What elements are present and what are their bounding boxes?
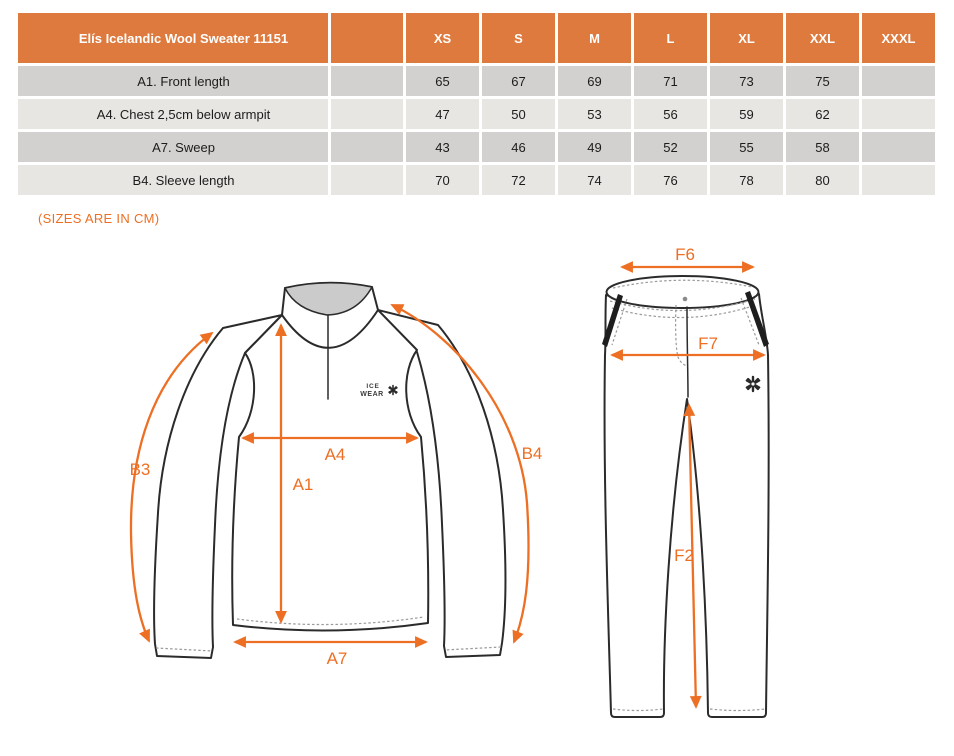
measurement-value: 67	[482, 66, 555, 96]
spacer-cell	[331, 165, 403, 195]
size-column-header: L	[634, 13, 707, 63]
size-column-header: XXXL	[862, 13, 935, 63]
f7-label: F7	[698, 334, 718, 353]
waist-button	[683, 297, 688, 302]
measurement-value	[862, 165, 935, 195]
size-column-header: XL	[710, 13, 783, 63]
waistband	[607, 276, 759, 308]
pants-body	[605, 294, 769, 717]
measurement-value	[862, 132, 935, 162]
measurement-value: 46	[482, 132, 555, 162]
measurement-value: 56	[634, 99, 707, 129]
measurement-value: 71	[634, 66, 707, 96]
measurement-value: 65	[406, 66, 479, 96]
product-title: Elís Icelandic Wool Sweater 11151	[18, 13, 328, 63]
a4-label: A4	[324, 445, 346, 464]
sweater-diagram	[100, 245, 580, 725]
size-column-header: XS	[406, 13, 479, 63]
logo-text-ice: ICE	[366, 383, 380, 390]
size-column-header: S	[482, 13, 555, 63]
measurement-value: 43	[406, 132, 479, 162]
size-table-body	[18, 66, 935, 195]
measurement-label: B4. Sleeve length	[18, 165, 328, 195]
table-row	[18, 66, 935, 96]
measurement-label: A1. Front length	[18, 66, 328, 96]
size-column-header: M	[558, 13, 631, 63]
size-table	[15, 10, 938, 198]
f6-label: F6	[675, 245, 695, 264]
measurement-value: 73	[710, 66, 783, 96]
b4-label: B4	[521, 444, 543, 463]
sweater-body	[232, 310, 428, 631]
b3-label: B3	[129, 460, 151, 479]
pants-diagram	[590, 245, 840, 735]
measurement-value: 62	[786, 99, 859, 129]
a1-label: A1	[292, 475, 314, 494]
sizes-note: (SIZES ARE IN CM)	[38, 211, 160, 226]
measurement-value: 74	[558, 165, 631, 195]
measurement-value: 52	[634, 132, 707, 162]
measurement-value: 70	[406, 165, 479, 195]
measurement-label: A7. Sweep	[18, 132, 328, 162]
size-table-header	[18, 13, 935, 63]
a7-label: A7	[326, 649, 348, 668]
measurement-value: 69	[558, 66, 631, 96]
spacer-cell	[331, 132, 403, 162]
measurement-value: 72	[482, 165, 555, 195]
measurement-value: 55	[710, 132, 783, 162]
measurement-value: 76	[634, 165, 707, 195]
measurement-value: 50	[482, 99, 555, 129]
spacer-header-cell	[331, 13, 403, 63]
measurement-value: 78	[710, 165, 783, 195]
size-column-header: XXL	[786, 13, 859, 63]
measurement-value: 59	[710, 99, 783, 129]
measurement-value: 80	[786, 165, 859, 195]
measurement-label: A4. Chest 2,5cm below armpit	[18, 99, 328, 129]
table-row	[18, 165, 935, 195]
measurement-value: 47	[406, 99, 479, 129]
header-row	[18, 13, 935, 63]
logo-text-wear: WEAR	[360, 391, 384, 398]
measurement-value: 58	[786, 132, 859, 162]
f2-label: F2	[674, 546, 694, 565]
measurement-value: 53	[558, 99, 631, 129]
measurement-value: 49	[558, 132, 631, 162]
spacer-cell	[331, 99, 403, 129]
spacer-cell	[331, 66, 403, 96]
table-row	[18, 132, 935, 162]
measurement-value: 75	[786, 66, 859, 96]
measurement-value	[862, 99, 935, 129]
table-row	[18, 99, 935, 129]
measurement-value	[862, 66, 935, 96]
